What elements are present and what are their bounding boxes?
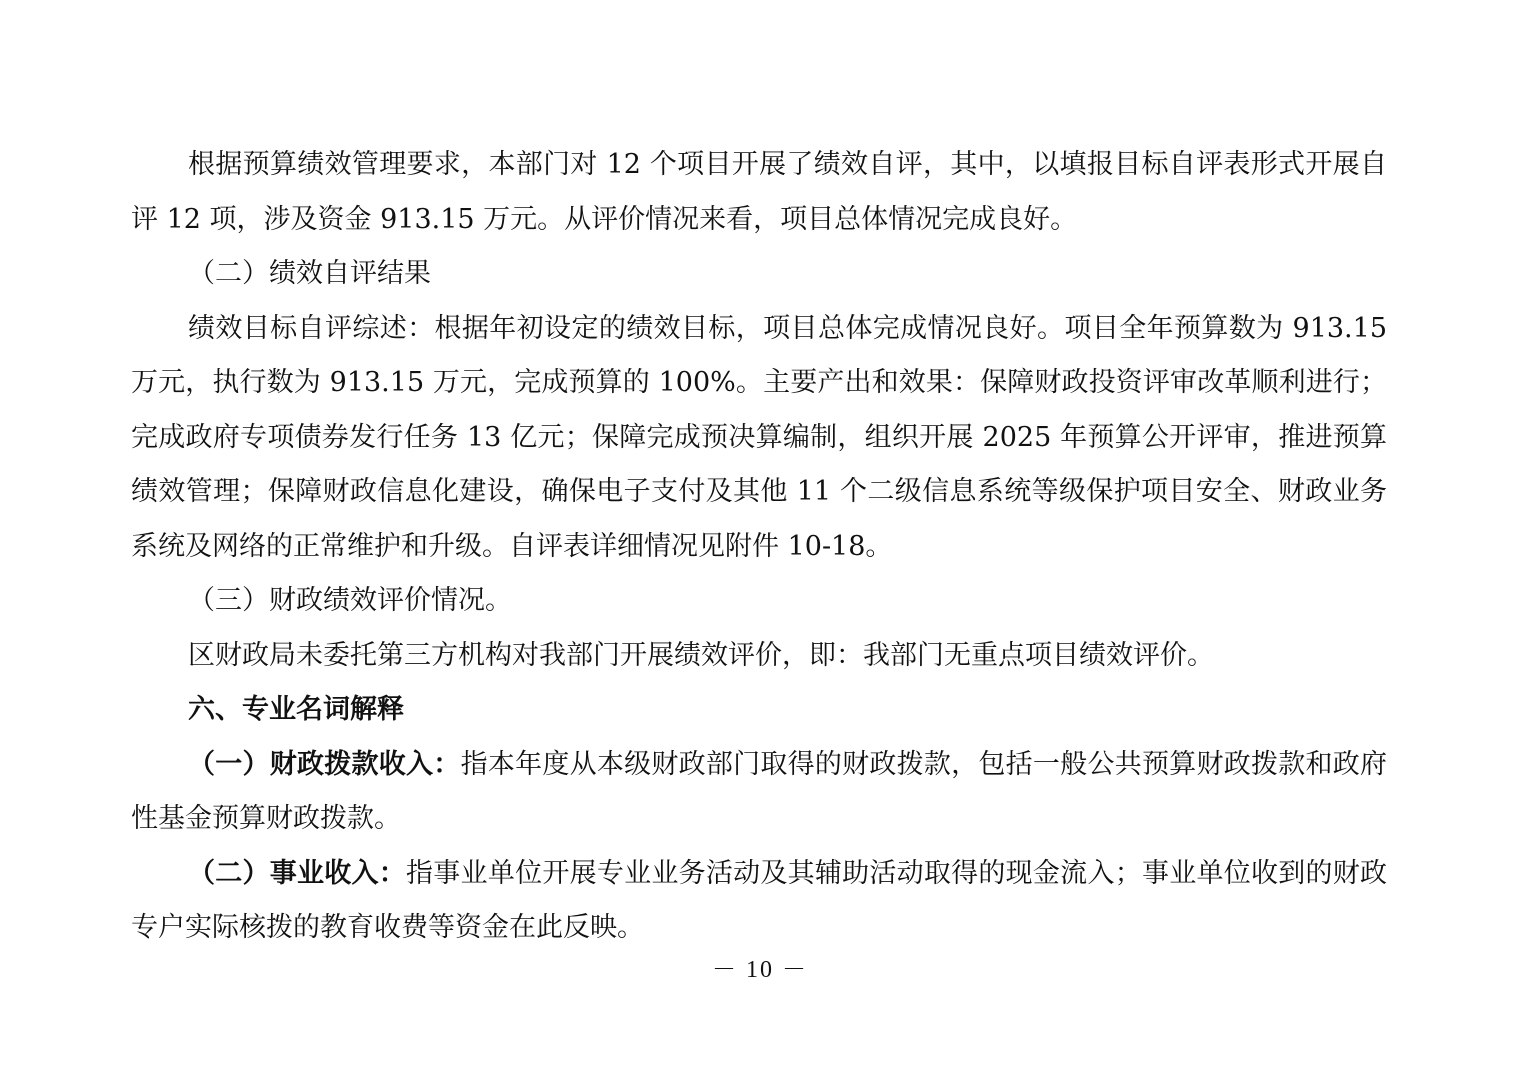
term-label: （二）事业收入：: [188, 857, 407, 889]
heading-self-eval-result: （二）绩效自评结果: [188, 258, 431, 289]
term-label: （一）财政拨款收入：: [188, 748, 461, 780]
section-title-terminology: 六、专业名词解释: [188, 694, 404, 725]
document-body: [131, 138, 1387, 956]
paragraph-third-party-evaluation: 区财政局未委托第三方机构对我部门开展绩效评价，即：我部门无重点项目绩效评价。: [188, 639, 1214, 671]
term-fiscal-appropriation-income: [131, 738, 1387, 847]
term-business-income: [131, 847, 1387, 956]
term-definition: 指本年度从本级财政部门取得的财政拨款，包括一般公共预算财政拨款和政府性基金预算财政拨款。: [131, 748, 1388, 834]
paragraph-performance-overview: 绩效目标自评综述：根据年初设定的绩效目标，项目总体完成情况良好。项目全年预算数为 913.15 万元，执行数为 913.15 万元，完成预算的 100%。主要产出和效果：保障财政投资评审改革顺利进行；完成政府专项债券发行任务 13 亿元；保障完成预决算编制，组织开展 2025 年预算公开评审，推进预算绩效管理；保障财政信息化建设，确保电子支付及其他 11 个二级信息系统等级保护项目安全、财政业务系统及网络的正常维护和升级。自评表详细情况见附件 10-18。: [131, 312, 1387, 562]
term-definition: 指事业单位开展专业业务活动及其辅助活动取得的现金流入；事业单位收到的财政专户实际核拨的教育收费等资金在此反映。: [131, 857, 1387, 943]
paragraph-self-eval-summary: 根据预算绩效管理要求，本部门对 12 个项目开展了绩效自评，其中，以填报目标自评表形式开展自评 12 项，涉及资金 913.15 万元。从评价情况来看，项目总体情况完成良好。: [131, 149, 1387, 235]
heading-fiscal-evaluation: （三）财政绩效评价情况。: [188, 585, 512, 616]
page-number: － 10 －: [712, 957, 808, 983]
